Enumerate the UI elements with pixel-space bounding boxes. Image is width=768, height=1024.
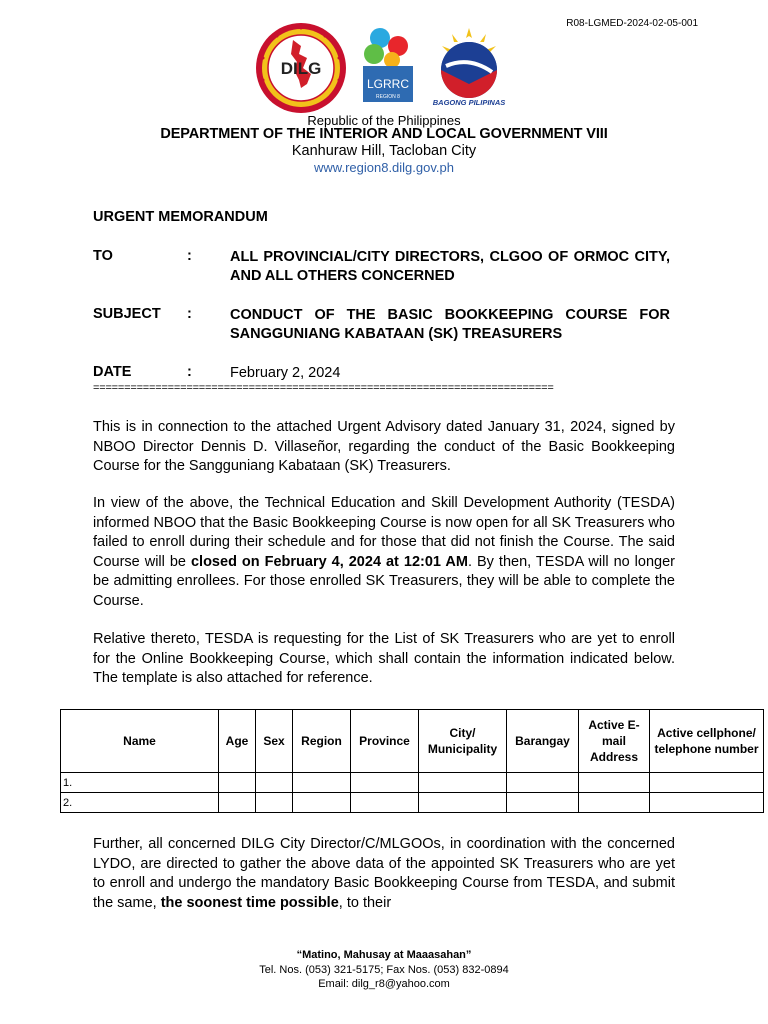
separator-rule: ========================================================================== [93, 382, 554, 394]
table-cell [351, 773, 419, 793]
lgrrc-logo [360, 24, 416, 104]
table-cell [650, 793, 764, 813]
paragraph-4-bold: the soonest time possible [160, 894, 339, 911]
header-republic: Republic of the Philippines [307, 113, 461, 128]
table-cell [219, 773, 256, 793]
table-header-city-municipality: City/ Municipality [419, 710, 507, 773]
header-website-link[interactable]: www.region8.dilg.gov.ph [314, 160, 454, 175]
table-row [61, 793, 764, 813]
table-cell [351, 793, 419, 813]
memo-title: URGENT MEMORANDUM [93, 209, 268, 225]
paragraph-3: Relative thereto, TESDA is requesting for the List of SK Treasurers who are yet to enroll for the Online Bookkeeping Course, which shall contain the information indicated below. The template is also attached for reference. [93, 631, 675, 687]
paragraph-2-text-a: In view of the above, the Technical Education and Skill Development Authority (TESDA) informed NBOO that the Basic Bookkeeping Course is now open for all SK Treasurers who failed to enroll during their schedule and for those that did not finish the Course. The said Course will be [93, 495, 675, 570]
header-address: Kanhuraw Hill, Tacloban City [291, 143, 477, 159]
memo-date-value: February 2, 2024 [230, 365, 341, 381]
memo-subject-label: SUBJECT [93, 306, 161, 322]
paragraph-1: This is in connection to the attached Urgent Advisory dated January 31, 2024, signed by NBOO Director Dennis D. Villaseñor, regarding the conduct of the Basic Bookkeeping Course for the Sangguniang Kabataan (SK) Treasurers. [93, 419, 675, 475]
paragraph-2-text-b: . By then, TESDA will no longer be admitting enrollees. For those enrolled SK Treasurers, they will be able to complete the Course. [93, 553, 675, 609]
memo-to-label: TO [93, 248, 113, 264]
table-cell [256, 793, 293, 813]
bagong-pilipinas-text: BAGONG PILIPINAS [432, 98, 506, 107]
paragraph-2 [93, 494, 675, 612]
bagong-pilipinas-logo [424, 26, 514, 108]
memo-to-value: ALL PROVINCIAL/CITY DIRECTORS, CLGOO OF ORMOC CITY, AND ALL OTHERS CONCERNED [230, 249, 670, 284]
table-cell [507, 773, 579, 793]
paragraph-2-bold: closed on February 4, 2024 at 12:01 AM [190, 553, 468, 570]
table-header-age: Age [219, 710, 256, 773]
table-cell [419, 773, 507, 793]
table-cell [293, 793, 351, 813]
sk-treasurers-template-table [60, 709, 764, 813]
footer-motto: “Matino, Mahusay at Maaasahan” [296, 949, 472, 961]
table-cell [256, 773, 293, 793]
table-header-row [61, 710, 764, 773]
table-cell [507, 793, 579, 813]
memo-subject-value: CONDUCT OF THE BASIC BOOKKEEPING COURSE FOR SANGGUNIANG KABATAAN (SK) TREASURERS [230, 307, 670, 342]
table-header-province: Province [351, 710, 419, 773]
table-row-number: 1. [61, 773, 219, 793]
footer-phone-numbers: Tel. Nos. (053) 321-5175; Fax Nos. (053) 832-0894 [259, 964, 509, 976]
table-cell [579, 793, 650, 813]
memo-date-colon: : [187, 364, 192, 380]
paragraph-4 [93, 835, 675, 913]
table-cell [293, 773, 351, 793]
table-header-name: Name [61, 710, 219, 773]
dilg-logo-text: DILG [280, 59, 322, 78]
memo-to-colon: : [187, 248, 192, 264]
table-cell [219, 793, 256, 813]
table-cell [650, 773, 764, 793]
lgrrc-logo-text: LGRRC [366, 77, 410, 91]
paragraph-4-text-a: Further, all concerned DILG City Director/C/MLGOOs, in coordination with the concerned LYDO, are directed to gather the above data of the appointed SK Treasurers who are yet to enroll and undergo the mandatory Basic Bookkeeping Course from TESDA, and submit the same, [93, 836, 675, 911]
table-row-number: 2. [61, 793, 219, 813]
table-row [61, 773, 764, 793]
table-header-barangay: Barangay [507, 710, 579, 773]
document-reference-number: R08-LGMED-2024-02-05-001 [566, 18, 698, 29]
memo-subject-colon: : [187, 306, 192, 322]
lgrrc-region-text: REGION 8 [376, 94, 400, 100]
memo-date-label: DATE [93, 364, 132, 380]
footer-email: Email: dilg_r8@yahoo.com [318, 978, 450, 990]
table-header-region: Region [293, 710, 351, 773]
table-header-contact-number: Active cellphone/ telephone number [650, 710, 764, 773]
table-header-email: Active E-mail Address [579, 710, 650, 773]
paragraph-4-text-b: , to their [338, 894, 392, 911]
header-department: DEPARTMENT OF THE INTERIOR AND LOCAL GOVERNMENT VIII [160, 126, 608, 142]
table-cell [419, 793, 507, 813]
dilg-seal-logo [255, 22, 347, 114]
table-header-sex: Sex [256, 710, 293, 773]
table-cell [579, 773, 650, 793]
